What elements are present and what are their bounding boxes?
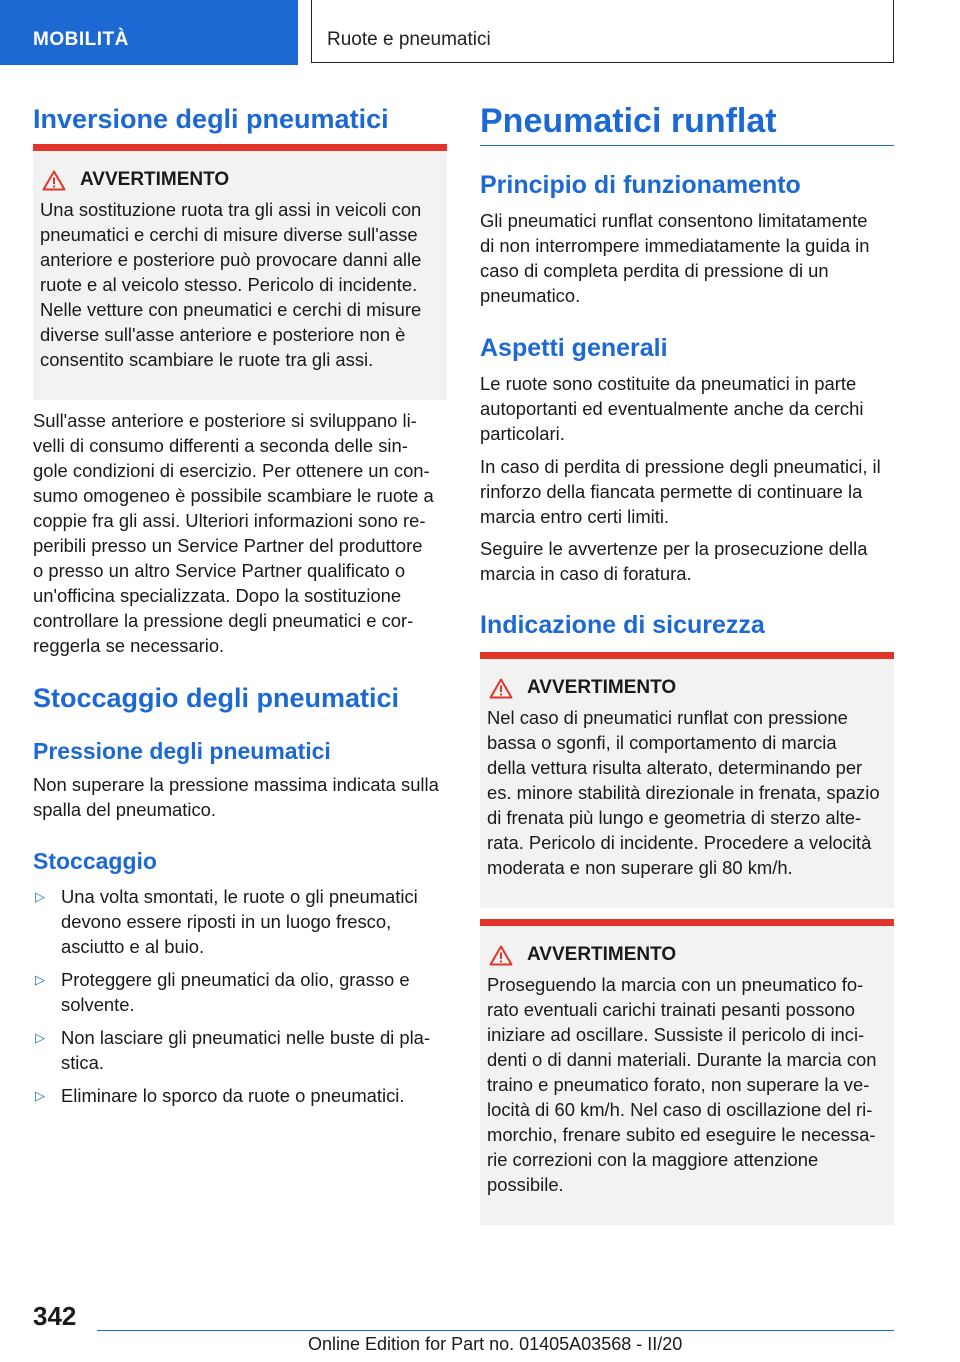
paragraph-aspetti-1: Le ruote sono costituite da pneumatici in parte autoportanti ed eventualmente anche da cerchi particolari. [480,373,864,444]
footer-edition: Online Edition for Part no. 01405A03568 - II/20 [308,1334,683,1354]
triangle-bullet-icon: ▷ [35,1088,45,1103]
triangle-bullet-icon: ▷ [35,889,45,904]
warning-title: AVVERTIMENTO [527,944,677,965]
heading-stoccaggio-pneumatici: Stoccaggio degli pneumatici [33,683,400,713]
list-item: ▷ Una volta smontati, le ruote o gli pneumatici devono essere riposti in un luogo fresco, asciutto e al buio. [35,886,418,957]
triangle-bullet-icon: ▷ [35,972,45,987]
list-item: ▷ Eliminare lo sporco da ruote o pneumatici. [35,1085,405,1106]
heading-pressione: Pressione degli pneumatici [33,738,331,764]
warning-text: Nel caso di pneumatici runflat con pressione bassa o sgonfi, il comportamento di marcia della vettura risulta alterato, determinando per es. minore stabilità direzionale in frenata, spazio di frenata più lungo e geometria di sterzo alte- rata. Pericolo di incidente. Procedere a velocità moderata e non superare gli 80 km/h. [487,707,880,878]
stoccaggio-list [33,884,447,1116]
paragraph-pressione: Non superare la pressione massima indicata sulla spalla del pneumatico. [33,774,439,820]
warning-triangle-icon [489,945,513,966]
heading-principio: Principio di funzionamento [480,171,801,199]
paragraph-inversione: Sull'asse anteriore e posteriore si sviluppano li- velli di consumo differenti a seconda delle sin- gole condizioni di esercizio. Per ottenere un con- sumo omogeneo è possibile scambiare le ruote a coppie fra gli assi. Ulteriori informazioni sono re- peribili presso un Service Partner del produttore o presso un altro Service Partner qualificato o un'officina specializzata. Dopo la sostituzione controllare la pressione degli pneumatici e cor- reggerla se necessario. [33,410,434,656]
chapter-label: Ruote e pneumatici [327,29,491,50]
page-number: 342 [33,1301,77,1331]
paragraph-aspetti-2: In caso di perdita di pressione degli pneumatici, il rinforzo della fiancata permette di continuare la marcia entro certi limiti. [480,456,881,527]
warning-box-runflat-1 [480,652,894,908]
heading-sicurezza: Indicazione di sicurezza [480,611,765,639]
list-item: ▷ Non lasciare gli pneumatici nelle buste di pla- stica. [35,1027,431,1073]
warning-header [487,944,886,966]
warning-text: Una sostituzione ruota tra gli assi in veicoli con pneumatici e cerchi di misure diverse sull'asse anteriore e posteriore può provocare danni alle ruote e al veicolo stesso. Pericolo di incidente. Nelle vetture con pneumatici e cerchi di misure diverse sull'asse anteriore e posteriore non è consentito scambiare le ruote tra gli assi. [40,199,422,370]
footer-rule [97,1330,894,1331]
warning-header [487,677,886,699]
warning-title: AVVERTIMENTO [80,169,230,190]
warning-box-runflat-2 [480,919,894,1225]
paragraph-aspetti-3: Seguire le avvertenze per la prosecuzione della marcia in caso di foratura. [480,538,868,584]
heading-stoccaggio: Stoccaggio [33,848,157,874]
list-item: ▷ Proteggere gli pneumatici da olio, grasso e solvente. [35,969,410,1015]
paragraph-principio: Gli pneumatici runflat consentono limitatamente di non interrompere immediatamente la guida in caso di completa perdita di pressione di un pneumatico. [480,210,870,306]
chapter-box [311,0,894,63]
triangle-bullet-icon: ▷ [35,1030,45,1045]
heading-runflat: Pneumatici runflat [480,102,777,140]
heading-aspetti: Aspetti generali [480,334,668,362]
warning-triangle-icon [42,170,66,191]
heading-inversione: Inversione degli pneumatici [33,104,389,134]
warning-box-inversione [33,144,447,400]
section-tab [0,0,298,65]
warning-header [40,169,439,191]
section-label: MOBILITÀ [33,29,129,50]
heading-rule [480,145,894,146]
warning-triangle-icon [489,678,513,699]
warning-text: Proseguendo la marcia con un pneumatico fo- rato eventuali carichi trainati pesanti possono iniziare ad oscillare. Sussiste il pericolo di inci- denti o di danni materiali. Durante la marcia con traino e pneumatico forato, non superare la ve- locità di 60 km/h. Nel caso di oscillazione del ri- morchio, frenare subito ed eseguire le necessa- rie correzioni con la maggiore attenzione possibile. [487,974,877,1195]
warning-title: AVVERTIMENTO [527,677,677,698]
